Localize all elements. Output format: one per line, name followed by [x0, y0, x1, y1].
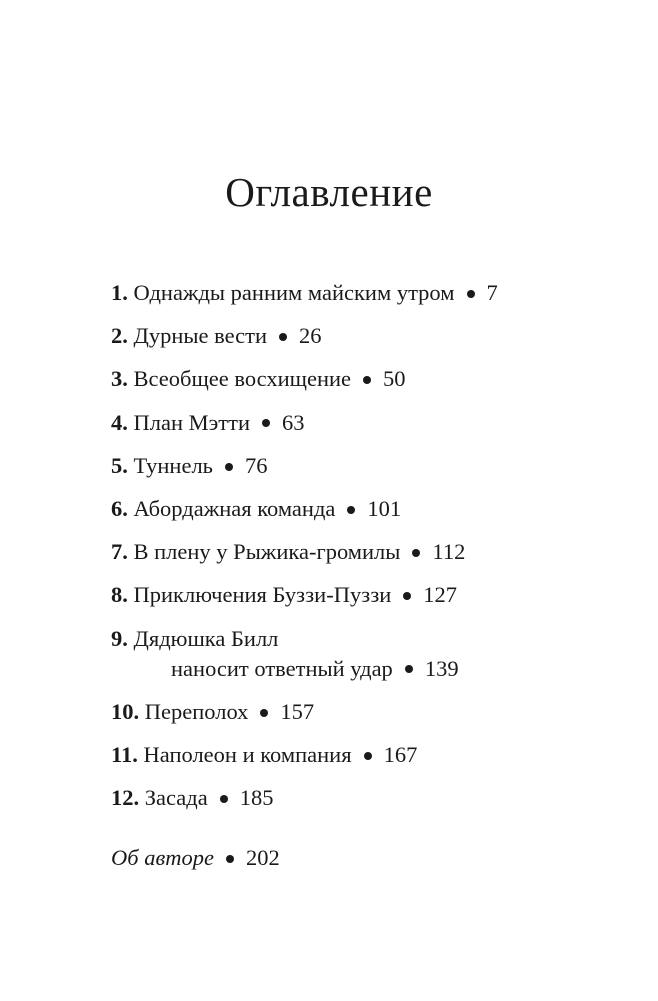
bullet-separator: [220, 795, 228, 803]
chapter-number: 10.: [111, 698, 140, 724]
chapter-number: 8.: [111, 582, 128, 608]
page-number: 26: [299, 323, 322, 349]
chapter-title: Дурные вести: [133, 323, 268, 349]
page-number: 127: [423, 582, 458, 608]
chapter-number: 12.: [111, 785, 140, 811]
chapter-title-line2-wrap: [111, 654, 631, 684]
bullet-separator: [403, 592, 411, 600]
bullet-separator: [279, 333, 287, 341]
chapter-number: 7.: [111, 539, 128, 565]
chapter-title-line2: наносит ответный удар: [171, 655, 393, 681]
bullet-separator: [405, 665, 413, 673]
chapter-number: 3.: [111, 366, 128, 392]
toc-entry[interactable]: [111, 697, 631, 727]
page-number: 202: [245, 845, 280, 870]
chapter-title: В плену у Рыжика-громилы: [133, 539, 401, 565]
toc-entry[interactable]: [111, 408, 631, 438]
chapter-number: 9.: [111, 625, 128, 651]
page-number: 50: [383, 366, 406, 392]
chapter-title: План Мэтти: [133, 409, 250, 435]
page-number: 112: [432, 539, 466, 565]
page-number: 7: [486, 280, 498, 305]
chapter-title: Наполеон и компания: [143, 741, 352, 767]
toc-entry[interactable]: [111, 364, 631, 394]
bullet-separator: [363, 376, 371, 384]
chapter-title: Абордажная команда: [133, 495, 336, 521]
toc-entry[interactable]: [111, 624, 631, 684]
bullet-separator: [225, 463, 233, 471]
bullet-separator: [364, 752, 372, 760]
chapter-title: Всеобщее восхищение: [133, 366, 352, 392]
page-title: Оглавление: [225, 169, 433, 215]
about-author-entry[interactable]: [111, 843, 280, 873]
toc-entry[interactable]: [111, 580, 631, 610]
chapter-number: 11.: [111, 741, 138, 767]
chapter-number: 1.: [111, 280, 128, 305]
chapter-number: 2.: [111, 323, 128, 349]
chapter-number: 5.: [111, 452, 128, 478]
bullet-separator: [262, 419, 270, 427]
toc-list: [111, 278, 631, 826]
about-author-title: Об авторе: [111, 845, 214, 870]
bullet-separator: [412, 549, 420, 557]
toc-entry[interactable]: [111, 740, 631, 770]
page-number: 185: [239, 785, 274, 811]
bullet-separator: [467, 290, 475, 298]
toc-entry[interactable]: [111, 537, 631, 567]
toc-entry[interactable]: [111, 783, 631, 813]
chapter-title: Однажды ранним майским утром: [133, 280, 455, 305]
page-number: 76: [244, 452, 268, 478]
toc-entry[interactable]: [111, 278, 631, 308]
chapter-title: Приключения Буззи-Пуззи: [133, 582, 392, 608]
page-number: 139: [424, 655, 459, 681]
chapter-title: Засада: [144, 785, 208, 811]
page-number: 157: [280, 698, 315, 724]
chapter-title: Туннель: [133, 452, 213, 478]
toc-entry[interactable]: [111, 451, 631, 481]
bullet-separator: [260, 709, 268, 717]
chapter-number: 4.: [111, 409, 128, 435]
page-number: 63: [282, 409, 305, 435]
toc-entry[interactable]: [111, 494, 631, 524]
page-number: 167: [383, 741, 418, 767]
toc-entry[interactable]: [111, 321, 631, 351]
chapter-title: Переполох: [144, 698, 249, 724]
bullet-separator: [226, 855, 234, 863]
page-number: 101: [367, 495, 402, 521]
chapter-number: 6.: [111, 495, 128, 521]
chapter-title-line1: Дядюшка Билл: [133, 625, 279, 651]
bullet-separator: [347, 506, 355, 514]
